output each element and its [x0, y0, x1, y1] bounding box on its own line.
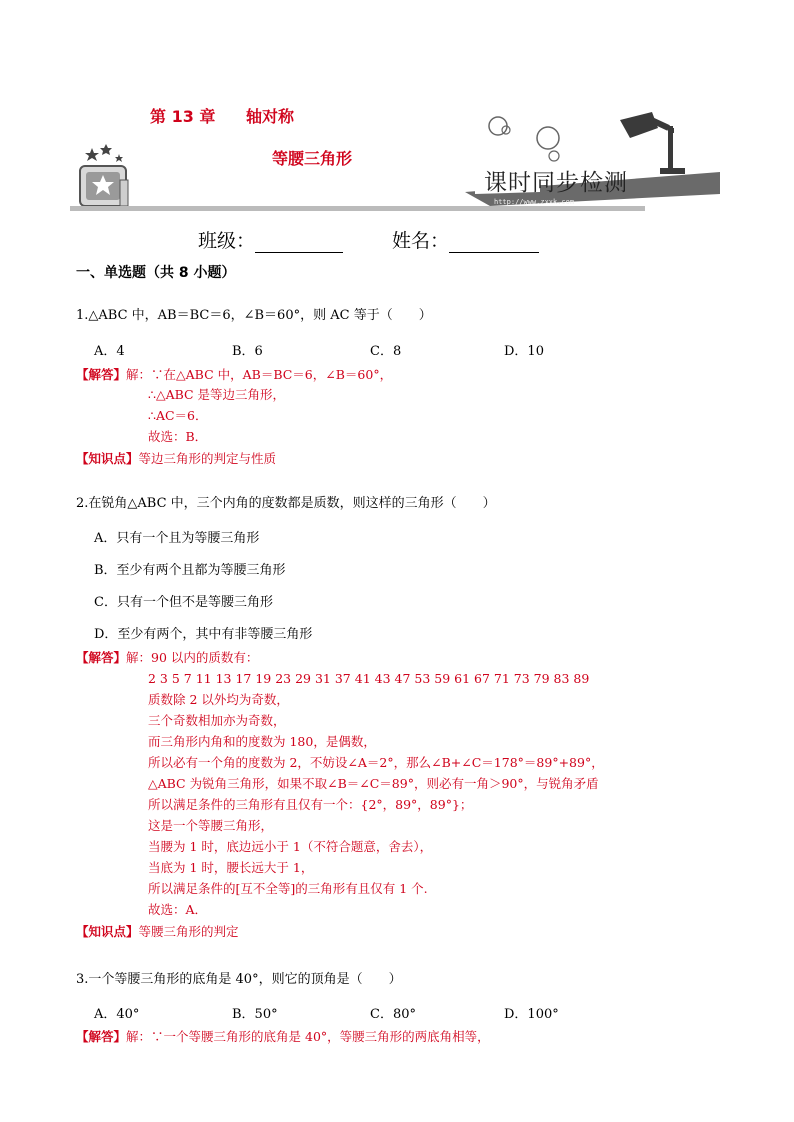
- q2-knowledge-point: [76, 922, 239, 942]
- q1-knowledge-point: [76, 449, 276, 469]
- q2-answer-line-2: 2 3 5 7 11 13 17 19 23 29 31 37 41 43 47 53 59 61 67 71 73 79 83 89: [148, 671, 590, 686]
- star-icon: [85, 148, 99, 161]
- q1-kp-tag: 【知识点】: [76, 451, 139, 466]
- q1-answer-first-line: [76, 365, 392, 385]
- q1-answer-tag: 【解答】: [76, 367, 127, 382]
- q2-stem: 2.在锐角△ABC 中，三个内角的度数都是质数，则这样的三角形（ ）: [76, 496, 496, 511]
- q2-answer-line-1: 解：90 以内的质数有：: [126, 650, 259, 665]
- q3-answer-line-1: 解：∵一个等腰三角形的底角是 40°，等腰三角形的两底角相等，: [126, 1029, 490, 1044]
- q1-answer-line-4: 故选：B．: [148, 429, 208, 444]
- lesson-title: 等腰三角形: [272, 149, 353, 168]
- class-blank[interactable]: [255, 234, 343, 253]
- q2-option-c: C．只有一个但不是等腰三角形: [94, 595, 273, 610]
- banner-url: http://www.zxxk.com: [494, 198, 575, 206]
- class-label: 班级：: [198, 230, 256, 252]
- q2-answer-line-10: 当腰为 1 时，底边远小于 1（不符合题意，舍去），: [148, 839, 433, 854]
- q2-answer-line-5: 而三角形内角和的度数为 180，是偶数，: [148, 734, 376, 749]
- q2-option-a: A．只有一个且为等腰三角形: [94, 531, 260, 546]
- name-field[interactable]: [392, 226, 539, 253]
- q1-answer-line-1: 解：∵在△ABC 中，AB＝BC＝6，∠B＝60°，: [126, 367, 393, 382]
- name-label: 姓名：: [392, 230, 450, 252]
- bubble-icon: [537, 127, 559, 149]
- q1-option-d: D．10: [504, 344, 544, 359]
- q2-answer-line-11: 当底为 1 时，腰长远大于 1，: [148, 860, 314, 875]
- q2-answer-line-9: 这是一个等腰三角形，: [148, 818, 274, 833]
- q2-answer-line-6: 所以必有一个角的度数为 2，不妨设∠A＝2°，那么∠B+∠C＝178°＝89°+89°，: [148, 755, 604, 770]
- q2-answer-tag: 【解答】: [76, 650, 127, 665]
- q2-answer-line-3: 质数除 2 以外均为奇数，: [148, 692, 289, 707]
- q1-option-b: B．6: [232, 344, 263, 359]
- q2-kp-text: 等腰三角形的判定: [138, 924, 239, 939]
- q2-answer-first-line: [76, 648, 258, 668]
- q3-option-c: C．80°: [370, 1007, 416, 1022]
- q3-answer-tag: 【解答】: [76, 1029, 127, 1044]
- star-icon: [100, 144, 112, 155]
- banner-title: 课时同步检测: [484, 170, 628, 196]
- q3-stem: 3.一个等腰三角形的底角是 40°，则它的顶角是（ ）: [76, 972, 402, 987]
- q2-answer-line-12: 所以满足条件的[互不全等]的三角形有且仅有 1 个.: [148, 881, 428, 896]
- q3-option-b: B．50°: [232, 1007, 278, 1022]
- q1-answer-line-2: ∴△ABC 是等边三角形，: [148, 387, 286, 402]
- class-field[interactable]: [198, 226, 343, 253]
- star-icon: [115, 154, 123, 162]
- name-blank[interactable]: [449, 234, 539, 253]
- q2-option-d: D．至少有两个，其中有非等腰三角形: [94, 627, 313, 642]
- chapter-name: 轴对称: [246, 107, 295, 126]
- q3-answer-first-line: [76, 1027, 490, 1047]
- q1-answer-line-3: ∴AC＝6．: [148, 408, 208, 423]
- q2-answer-line-4: 三个奇数相加亦为奇数，: [148, 713, 286, 728]
- bubble-icon: [549, 151, 559, 161]
- q1-option-a: A．4: [94, 344, 125, 359]
- q3-option-d: D．100°: [504, 1007, 559, 1022]
- q2-answer-line-7: △ABC 为锐角三角形，如果不取∠B＝∠C＝89°，则必有一角＞90°，与锐角矛盾: [148, 776, 599, 791]
- q2-kp-tag: 【知识点】: [76, 924, 139, 939]
- q2-option-b: B．至少有两个且都为等腰三角形: [94, 563, 286, 578]
- q1-kp-text: 等边三角形的判定与性质: [138, 451, 277, 466]
- q3-option-a: A．40°: [94, 1007, 140, 1022]
- header-banner-graphic: [70, 108, 720, 213]
- desk-lamp-icon: [620, 112, 685, 174]
- q2-answer-line-8: 所以满足条件的三角形有且仅有一个：{2°，89°，89°}；: [148, 797, 473, 812]
- q2-answer-line-13: 故选：A．: [148, 902, 208, 917]
- q1-option-c: C．8: [370, 344, 402, 359]
- q1-stem: 1.△ABC 中，AB＝BC＝6，∠B＝60°，则 AC 等于（ ）: [76, 308, 432, 323]
- chapter-number: 第 13 章: [150, 107, 216, 126]
- section-title: 一、单选题（共 8 小题）: [76, 265, 236, 281]
